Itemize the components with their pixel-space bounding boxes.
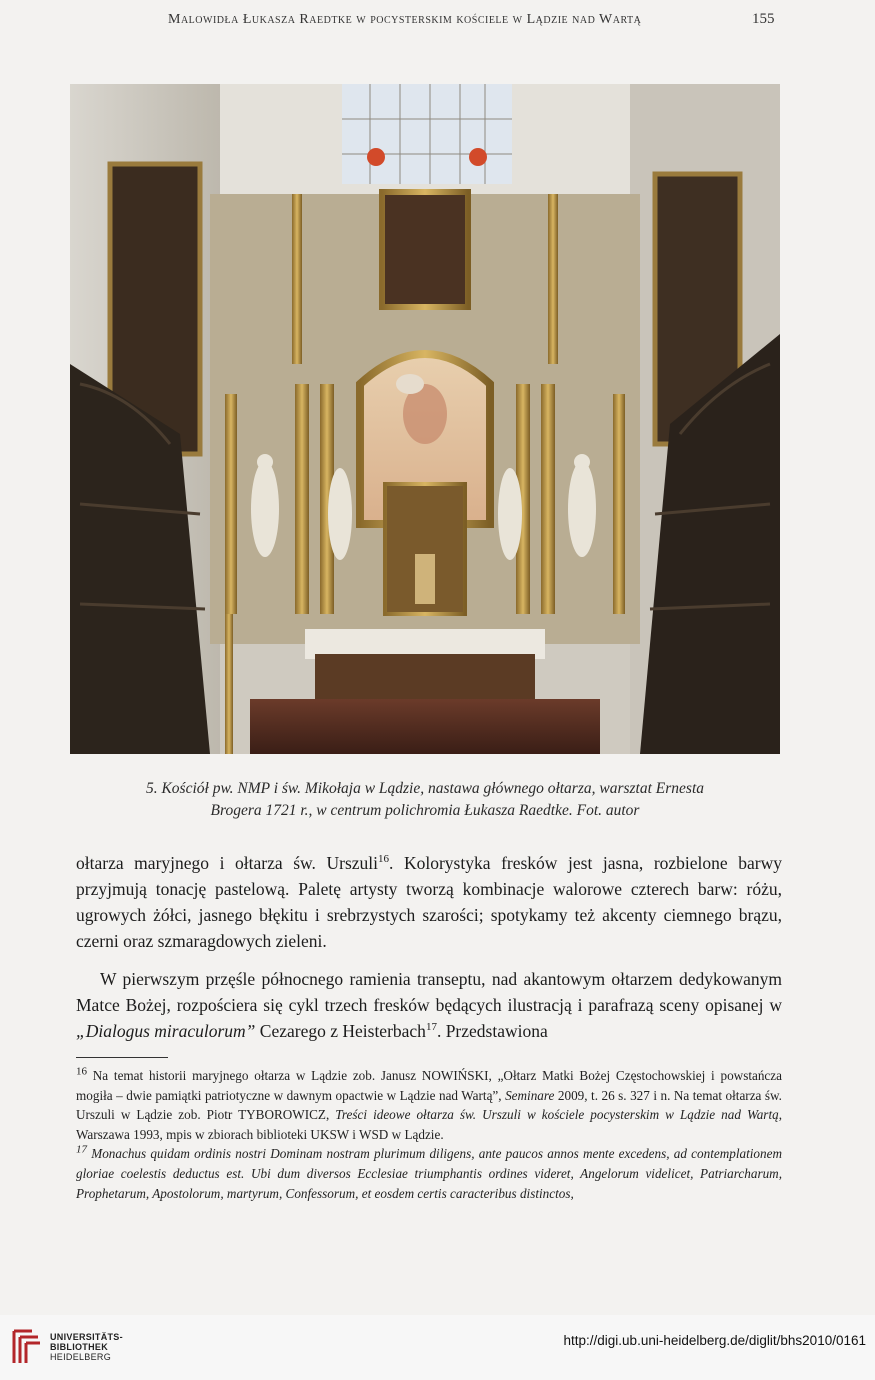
fn16-journal: Seminare (505, 1087, 555, 1103)
p2-text-a: W pierwszym przęśle północnego ramienia transeptu, nad akantowym ołtarzem dedykowanym Matce Bożej, rozpościera się cykl trzech fresków będących ilustracją i parafrazą sceny opisanej w (76, 969, 782, 1015)
running-title: Malowidła Łukasza Raedtke w pocysterskim kościele w Lądzie nad Wartą (168, 12, 642, 27)
figure-caption (70, 778, 780, 822)
library-line-2: BIBLIOTHEK (50, 1342, 108, 1352)
footnote-16 (76, 1066, 782, 1144)
library-line-1: UNIVERSITÄTS- (50, 1332, 123, 1342)
footnote-ref-16[interactable]: 16 (378, 853, 390, 866)
footnote-17 (76, 1144, 782, 1203)
p1-text-a: ołtarza maryjnego i ołtarza św. Urszuli (76, 853, 379, 873)
footnote-ref-17[interactable]: 17 (425, 1021, 437, 1034)
footnote-16-number: 16 (76, 1065, 87, 1078)
altar-photo-illustration (70, 84, 780, 754)
source-url-link[interactable]: http://digi.ub.uni-heidelberg.de/diglit/bhs2010/0161 (563, 1333, 866, 1348)
fn16-title: Treści ideowe ołtarza św. Urszuli w kościele pocysterskim w Lądzie nad Wartą (335, 1107, 779, 1123)
fn16-text-b: 2009, t. 26 s. 327 i n. Na temat ołtarza św. Urszuli w Lądzie zob. Piotr TYBOROWICZ, (76, 1087, 782, 1123)
p2-title-italic: „Dialogus miraculorum” (76, 1021, 256, 1041)
caption-line-2: Brogera 1721 r., w centrum polichromia Łukasza Raedtke. Fot. autor (210, 802, 640, 819)
footnote-17-number: 17 (76, 1143, 87, 1156)
caption-line-1: 5. Kościół pw. NMP i św. Mikołaja w Lądzie, nastawa głównego ołtarza, warsztat Ernesta (145, 780, 705, 797)
fn16-text-a: Na temat historii maryjnego ołtarza w Lądzie zob. Janusz NOWIŃSKI, „Ołtarz Matki Bożej Częstochowskiej i powstańcza mogiła – dwie pamiątki patriotyczne w dawnym opactwie w Lądzie nad Wartą”, (76, 1068, 782, 1103)
p2-text-b: Cezarego z Heisterbach (255, 1021, 426, 1041)
footer-bar (0, 1315, 875, 1380)
paragraph-1 (76, 850, 782, 954)
figure-altar-photo (70, 84, 780, 754)
library-line-3: HEIDELBERG (50, 1352, 112, 1362)
footnotes (76, 1066, 782, 1203)
footnote-separator (76, 1057, 168, 1058)
page-number: 155 (752, 11, 775, 27)
library-name (50, 1332, 123, 1362)
p2-text-c: . Przedstawiona (436, 1021, 548, 1041)
fn17-text: Monachus quidam ordinis nostri Dominam nostram plurimum diligens, ante paucos annos mente excedens, ad contemplationem gloriae coelestis deductus est. Ubi dum diversos Ecclesiae triumphantis ordines videret, Angelorum videlicet, Patriarcharum, Prophetarum, Apostolorum, martyrum, Confessorum, et eosdem certis caracteribus distinctos, (76, 1146, 782, 1201)
fn16-text-c: , Warszawa 1993, mpis w zbiorach biblioteki UKSW i WSD w Lądzie. (76, 1107, 782, 1142)
heidelberg-library-logo-icon[interactable] (10, 1329, 44, 1365)
p1-text-b: . Kolorystyka fresków jest jasna, rozbielone barwy przyjmują tonację pastelową. Paletę artysty tworzą kombinacje walorowe czterech barw: różu, ugrowych żółci, jasnego błękitu i srebrzystych szarości; spotykamy też akcenty ciemnego brązu, czerni oraz szmaragdowych zieleni. (76, 853, 782, 951)
paragraph-2 (76, 966, 782, 1044)
